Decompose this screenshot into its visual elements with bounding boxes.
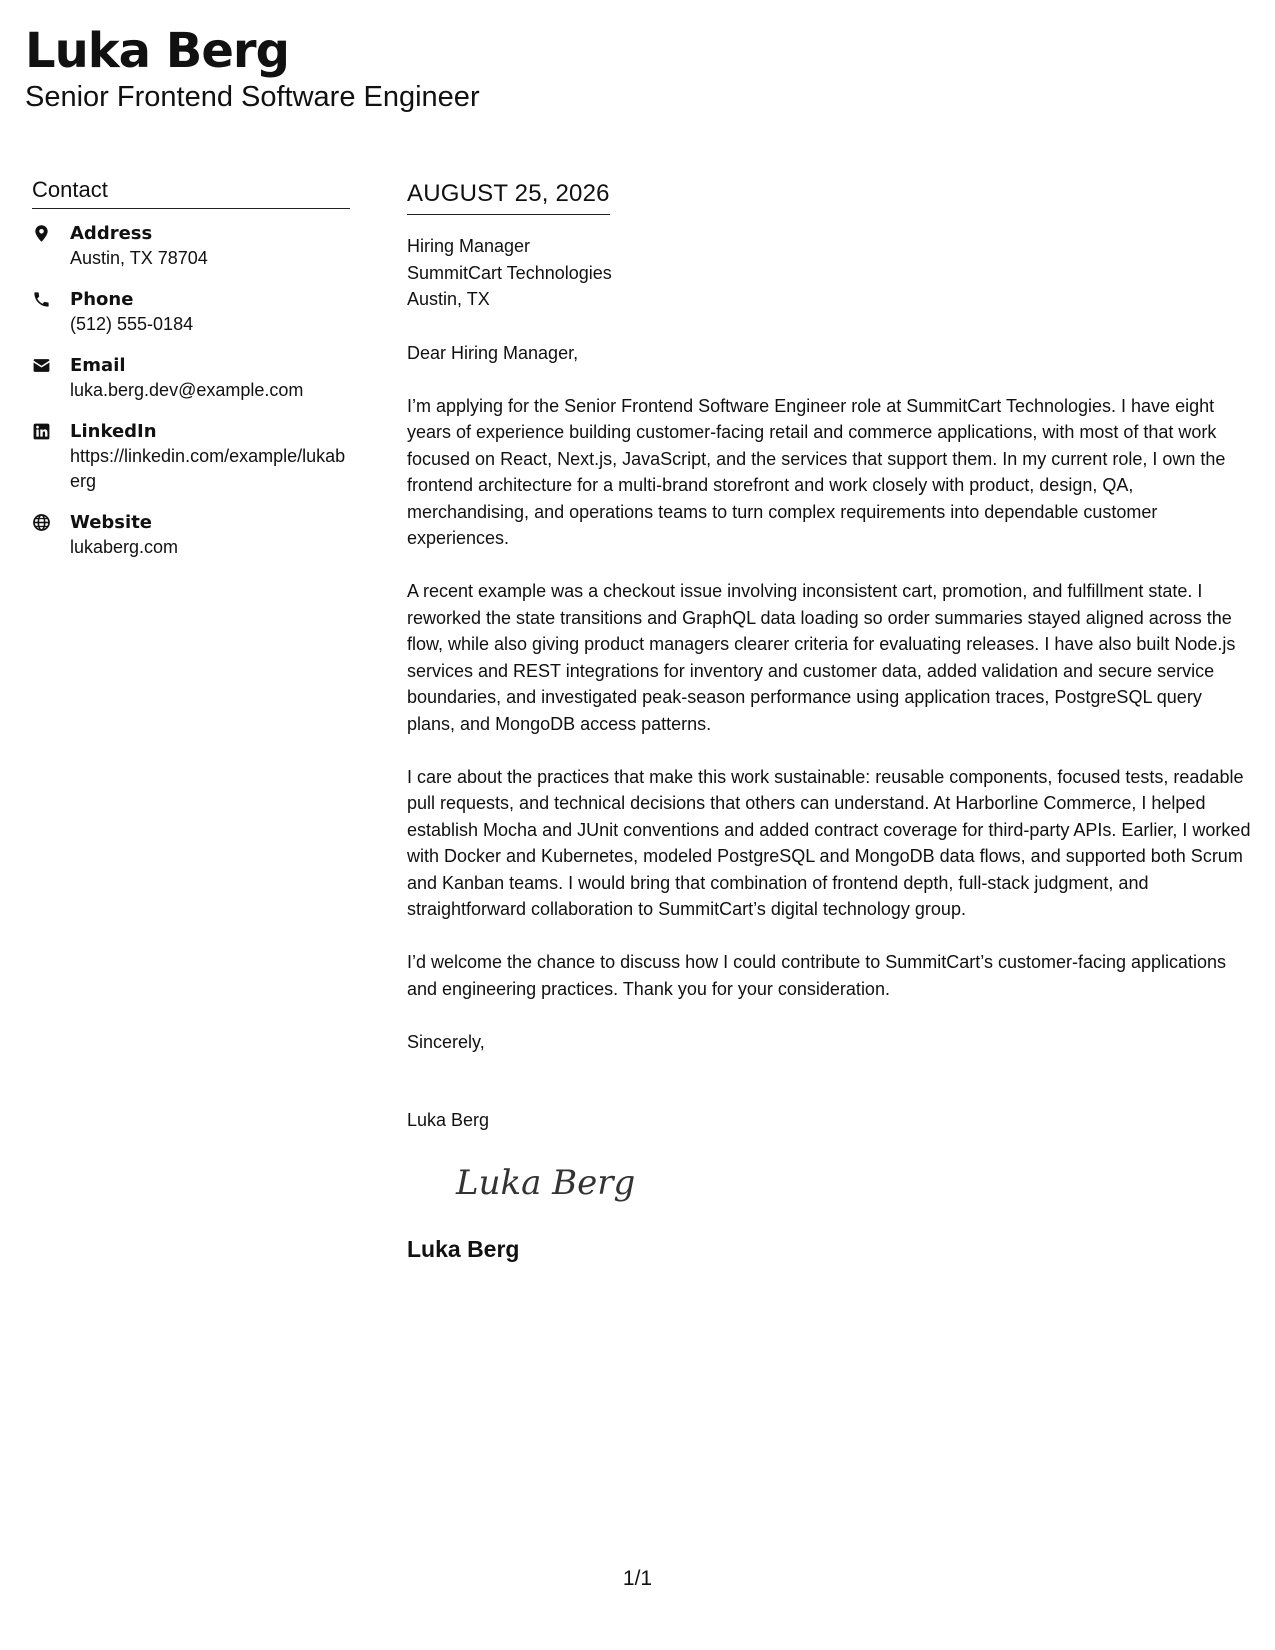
body-paragraph: I’m applying for the Senior Frontend Software Engineer role at SummitCart Technologies. I have eight years of experience building customer-facing retail and commerce applications, with most of that work focused on React, Next.js, JavaScript, and the services that support them. In my current role, I own the frontend architecture for a multi-brand storefront and work closely with product, design, QA, merchandising, and operations teams to turn complex requirements into dependable customer experiences. [407, 395, 1226, 548]
recipient-line: Austin, TX [407, 289, 490, 309]
applicant-name: Luka Berg [25, 23, 289, 79]
contact-value: lukaberg.com [70, 537, 179, 557]
contact-sidebar [32, 176, 350, 576]
handwritten-signature [452, 1156, 652, 1216]
signature-name: Luka Berg [407, 1235, 520, 1262]
contact-label: Address [70, 223, 153, 244]
contact-label: Website [70, 512, 153, 533]
recipient-block [407, 233, 1252, 313]
contact-value: (512) 555-0184 [70, 314, 194, 334]
contact-value: https://linkedin.com/example/lukaberg [70, 446, 346, 491]
globe-icon [32, 510, 70, 532]
envelope-icon [32, 353, 70, 375]
contact-label: LinkedIn [70, 421, 157, 442]
recipient-line: SummitCart Technologies [407, 262, 612, 283]
contact-label: Email [70, 355, 126, 376]
linkedin-icon [32, 419, 70, 441]
contact-label: Phone [70, 289, 134, 310]
header [25, 22, 480, 114]
applicant-title: Senior Frontend Software Engineer [25, 81, 480, 113]
body-paragraph: A recent example was a checkout issue involving inconsistent cart, promotion, and fulfillment state. I reworked the state transitions and GraphQL data loading so order summaries stayed aligned across the flow, while also giving product managers clearer criteria for evaluating releases. I have also built Node.js services and REST integrations for inventory and customer data, added validation and secure service boundaries, and investigated peak-season performance using application traces, PostgreSQL query plans, and MongoDB access patterns. [407, 581, 1236, 734]
page-number: 1/1 [622, 1567, 653, 1590]
salutation: Dear Hiring Manager, [407, 342, 579, 363]
recipient-line: Hiring Manager [407, 236, 531, 256]
contact-heading: Contact [32, 176, 350, 209]
contact-value: Austin, TX 78704 [70, 248, 208, 268]
body-paragraph: I’d welcome the chance to discuss how I could contribute to SummitCart’s customer-facing applications and engineering practices. Thank you for your consideration. [407, 952, 1227, 999]
contact-value: luka.berg.dev@example.com [70, 380, 304, 400]
phone-icon [32, 287, 70, 309]
contact-item-phone [32, 287, 350, 337]
cover-letter [407, 178, 1252, 1264]
contact-list [32, 221, 350, 560]
contact-item-linkedin [32, 419, 350, 494]
contact-item-address [32, 221, 350, 271]
contact-item-email [32, 353, 350, 403]
typed-name: Luka Berg [407, 1110, 490, 1130]
letter-date: AUGUST 25, 2026 [407, 178, 610, 215]
map-pin-icon [32, 221, 70, 243]
contact-item-website [32, 510, 350, 560]
body-paragraph: I care about the practices that make this work sustainable: reusable components, focused tests, readable pull requests, and technical decisions that others can understand. At Harborline Commerce, I helped establish Mocha and JUnit conventions and added contract coverage for third-party APIs. Earlier, I worked with Docker and Kubernetes, modeled PostgreSQL and MongoDB data flows, and supported both Scrum and Kanban teams. I would bring that combination of frontend depth, full-stack judgment, and straightforward collaboration to SummitCart’s digital technology group. [407, 766, 1251, 919]
closing: Sincerely, [407, 1031, 485, 1052]
signature-text: Luka Berg [456, 1162, 636, 1203]
